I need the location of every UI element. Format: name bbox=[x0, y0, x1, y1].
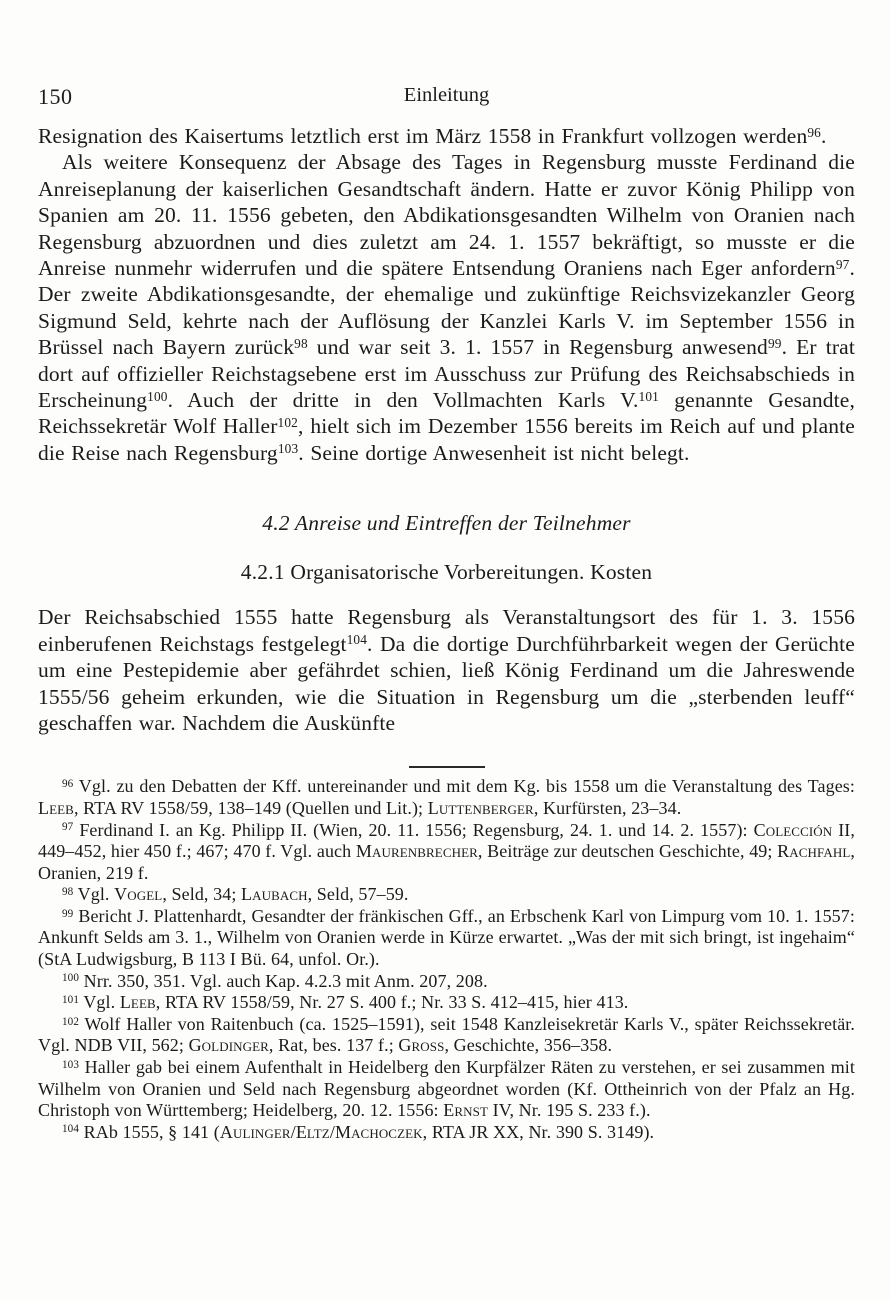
author-name-smallcaps: Machoczek bbox=[334, 1121, 423, 1142]
footnote-ref-97: 97 bbox=[62, 821, 74, 834]
author-name-smallcaps: Luttenberger bbox=[427, 797, 534, 818]
author-name-smallcaps: Laubach bbox=[241, 884, 308, 905]
footnote-104: $^{104}$ RAb 1555, § 141 (Aulinger/Eltz/Machoczek, RTA JR XX, Nr. 390 S. 3149). bbox=[62, 1121, 655, 1142]
author-name-smallcaps: Maurenbrecher bbox=[355, 841, 478, 862]
section-heading: 4.2 Anreise und Eintreffen der Teilnehmer bbox=[262, 511, 631, 536]
paragraph-main: Als weitere Konsequenz der Absage des Tages in Regensburg musste Ferdinand die Anreiseplanung der kaiserlichen Gesandtschaft ändern. Hatte er zuvor König Philipp von Spanien am 20. 11. 1556 gebeten, den Abdikationsgesandten Wilhelm von Oranien nach Regensburg abzuordnen und dies zuletzt am 24. 1. 1557 bekräftigt, so musste er die Anreise nunmehr widerrufen und die spätere Entsendung Oraniens nach Eger anfordern$^{97}$. Der zweite Abdikationsgesandte, der ehemalige und zukünftige Reichsvizekanzler Georg Sigmund Seld, kehrte nach der Auflösung der Kanzlei Karls V. im September 1556 in Brüssel nach Bayern zurück$^{98}$ und war seit 3. 1. 1557 in Regensburg anwesend$^{99}$. Er trat dort auf offizieller Reichstagsebene erst im Ausschuss zur Prüfung des Reichsabschieds in Erscheinung$^{100}$. Auch der dritte in den Vollmachten Karls V.$^{101}$ genannte Gesandte, Reichssekretär Wolf Haller$^{102}$, hielt sich im Dezember 1556 bereits im Reich auf und plante die Reise nach Regensburg$^{103}$. Seine dortige Anwesenheit ist nicht belegt. bbox=[38, 150, 855, 465]
footnote-ref-101: 101 bbox=[62, 993, 80, 1006]
author-name-smallcaps: Gross bbox=[398, 1035, 445, 1056]
footnote-102: $^{102}$ Wolf Haller von Raitenbuch (ca. 1525–1591), seit 1548 Kanzleisekretär Karls V., später Reichssekretär. Vgl. NDB VII, 562; Goldinger, Rat, bes. 137 f.; Gross, Geschichte, 356–358. bbox=[38, 1013, 855, 1056]
footnote-103: $^{103}$ Haller gab bei einem Aufenthalt in Heidelberg den Kurpfälzer Räten zu verstehen, er sei zusammen mit Wilhelm von Oranien und Seld nach Regensburg abgeordnet worden (Kf. Ottheinrich von der Pfalz an Hg. Christoph von Württemberg; Heidelberg, 20. 12. 1556: Ernst IV, Nr. 195 S. 233 f.). bbox=[38, 1057, 855, 1121]
footnote-ref-101: 101 bbox=[638, 388, 659, 404]
footnote-ref-102: 102 bbox=[277, 415, 298, 431]
footnote-ref-98: 98 bbox=[62, 885, 74, 898]
footnote-ref-100: 100 bbox=[147, 388, 168, 404]
author-name-smallcaps: Ernst bbox=[443, 1100, 488, 1121]
author-name-smallcaps: Colección bbox=[753, 819, 833, 840]
footnote-ref-102: 102 bbox=[62, 1015, 80, 1028]
footnote-ref-96: 96 bbox=[62, 777, 74, 790]
footnote-ref-99: 99 bbox=[767, 335, 782, 351]
page-number: 150 bbox=[38, 84, 73, 109]
paragraph-section-start: Der Reichsabschied 1555 hatte Regensburg als Veranstaltungsort des für 1. 3. 1556 einberufenen Reichstags festgelegt$^{104}$. Da die dortige Durchführbarkeit wegen der Gerüchte um eine Pestepidemie aber gefährdet schien, ließ König Ferdinand um die Jahreswende 1555/56 geheim erkunden, wie die Situation in Regensburg um die „sterbenden leuff“ geschaffen war. Nachdem die Auskünfte bbox=[38, 605, 855, 735]
footnote-ref-103: 103 bbox=[277, 441, 299, 457]
author-name-smallcaps: Aulinger bbox=[219, 1121, 291, 1142]
footnote-100: $^{100}$ Nrr. 350, 351. Vgl. auch Kap. 4.2.3 mit Anm. 207, 208. bbox=[62, 970, 488, 991]
page-header bbox=[38, 84, 855, 111]
footnote-ref-98: 98 bbox=[294, 335, 308, 351]
subsection-heading: 4.2.1 Organisatorische Vorbereitungen. Kosten bbox=[240, 560, 653, 585]
author-name-smallcaps: Eltz bbox=[295, 1121, 330, 1142]
footnote-ref-104: 104 bbox=[346, 632, 368, 648]
footnote-ref-100: 100 bbox=[62, 972, 80, 985]
footnote-98: $^{98}$ Vgl. Vogel, Seld, 34; Laubach, Seld, 57–59. bbox=[62, 884, 409, 905]
footnote-97: $^{97}$ Ferdinand I. an Kg. Philipp II. (Wien, 20. 11. 1556; Regensburg, 24. 1. und 14. 2. 1557): Colección II, 449–452, hier 450 f.; 467; 470 f. Vgl. auch Maurenbrecher, Beiträge zur deutschen Geschichte, 49; Rachfahl, Oranien, 219 f. bbox=[38, 819, 855, 883]
footnote-ref-97: 97 bbox=[835, 256, 850, 272]
author-name-smallcaps: Rachfahl bbox=[777, 841, 851, 862]
footnote-99: $^{99}$ Bericht J. Plattenhardt, Gesandter der fränkischen Gff., an Erbschenk Karl von Limpurg vom 10. 1. 1557: Ankunft Selds am 3. 1., Wilhelm von Oranien werde in Kürze erwartet. „Was der mit sich bringt, ist ingehaim“ (StA Ludwigsburg, B 113 I Bü. 64, unfol. Or.). bbox=[38, 905, 855, 970]
author-name-smallcaps: Goldinger bbox=[188, 1035, 269, 1056]
author-name-smallcaps: Leeb bbox=[38, 797, 74, 818]
footnote-101: $^{101}$ Vgl. Leeb, RTA RV 1558/59, Nr. 27 S. 400 f.; Nr. 33 S. 412–415, hier 413. bbox=[62, 992, 629, 1013]
author-name-smallcaps: Leeb bbox=[119, 992, 156, 1013]
footnote-separator-rule bbox=[409, 766, 485, 768]
footnote-ref-103: 103 bbox=[62, 1058, 80, 1071]
footnote-ref-96: 96 bbox=[807, 124, 821, 140]
footnote-96: $^{96}$ Vgl. zu den Debatten der Kff. untereinander und mit dem Kg. bis 1558 um die Veranstaltung des Tages: Leeb, RTA RV 1558/59, 138–149 (Quellen und Lit.); Luttenberger, Kurfürsten, 23–34. bbox=[38, 776, 855, 818]
footnote-ref-99: 99 bbox=[62, 907, 74, 920]
paragraph-continuation: Resignation des Kaisertums letztlich erst im März 1558 in Frankfurt vollzogen werden$^{96}$. bbox=[38, 124, 827, 148]
footnote-ref-104: 104 bbox=[62, 1123, 80, 1136]
author-name-smallcaps: Vogel bbox=[114, 884, 163, 905]
running-head: Einleitung bbox=[403, 84, 490, 106]
footnotes-block bbox=[38, 776, 855, 1143]
